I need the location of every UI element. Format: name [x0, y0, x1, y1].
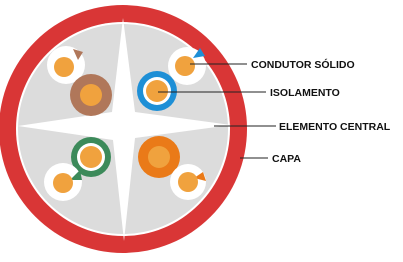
label-insulation: ISOLAMENTO: [270, 87, 340, 99]
brown-pair-colored-wire: [70, 74, 112, 116]
label-jacket: CAPA: [272, 153, 301, 165]
label-central-element: ELEMENTO CENTRAL: [279, 121, 391, 133]
blue-pair-colored-wire: [137, 71, 177, 111]
orange-pair-white-wire: [170, 164, 206, 200]
green-pair-white-wire: [44, 163, 82, 201]
blue-pair-white-wire: [168, 47, 206, 85]
label-solid-conductor: CONDUTOR SÓLIDO: [251, 59, 355, 71]
